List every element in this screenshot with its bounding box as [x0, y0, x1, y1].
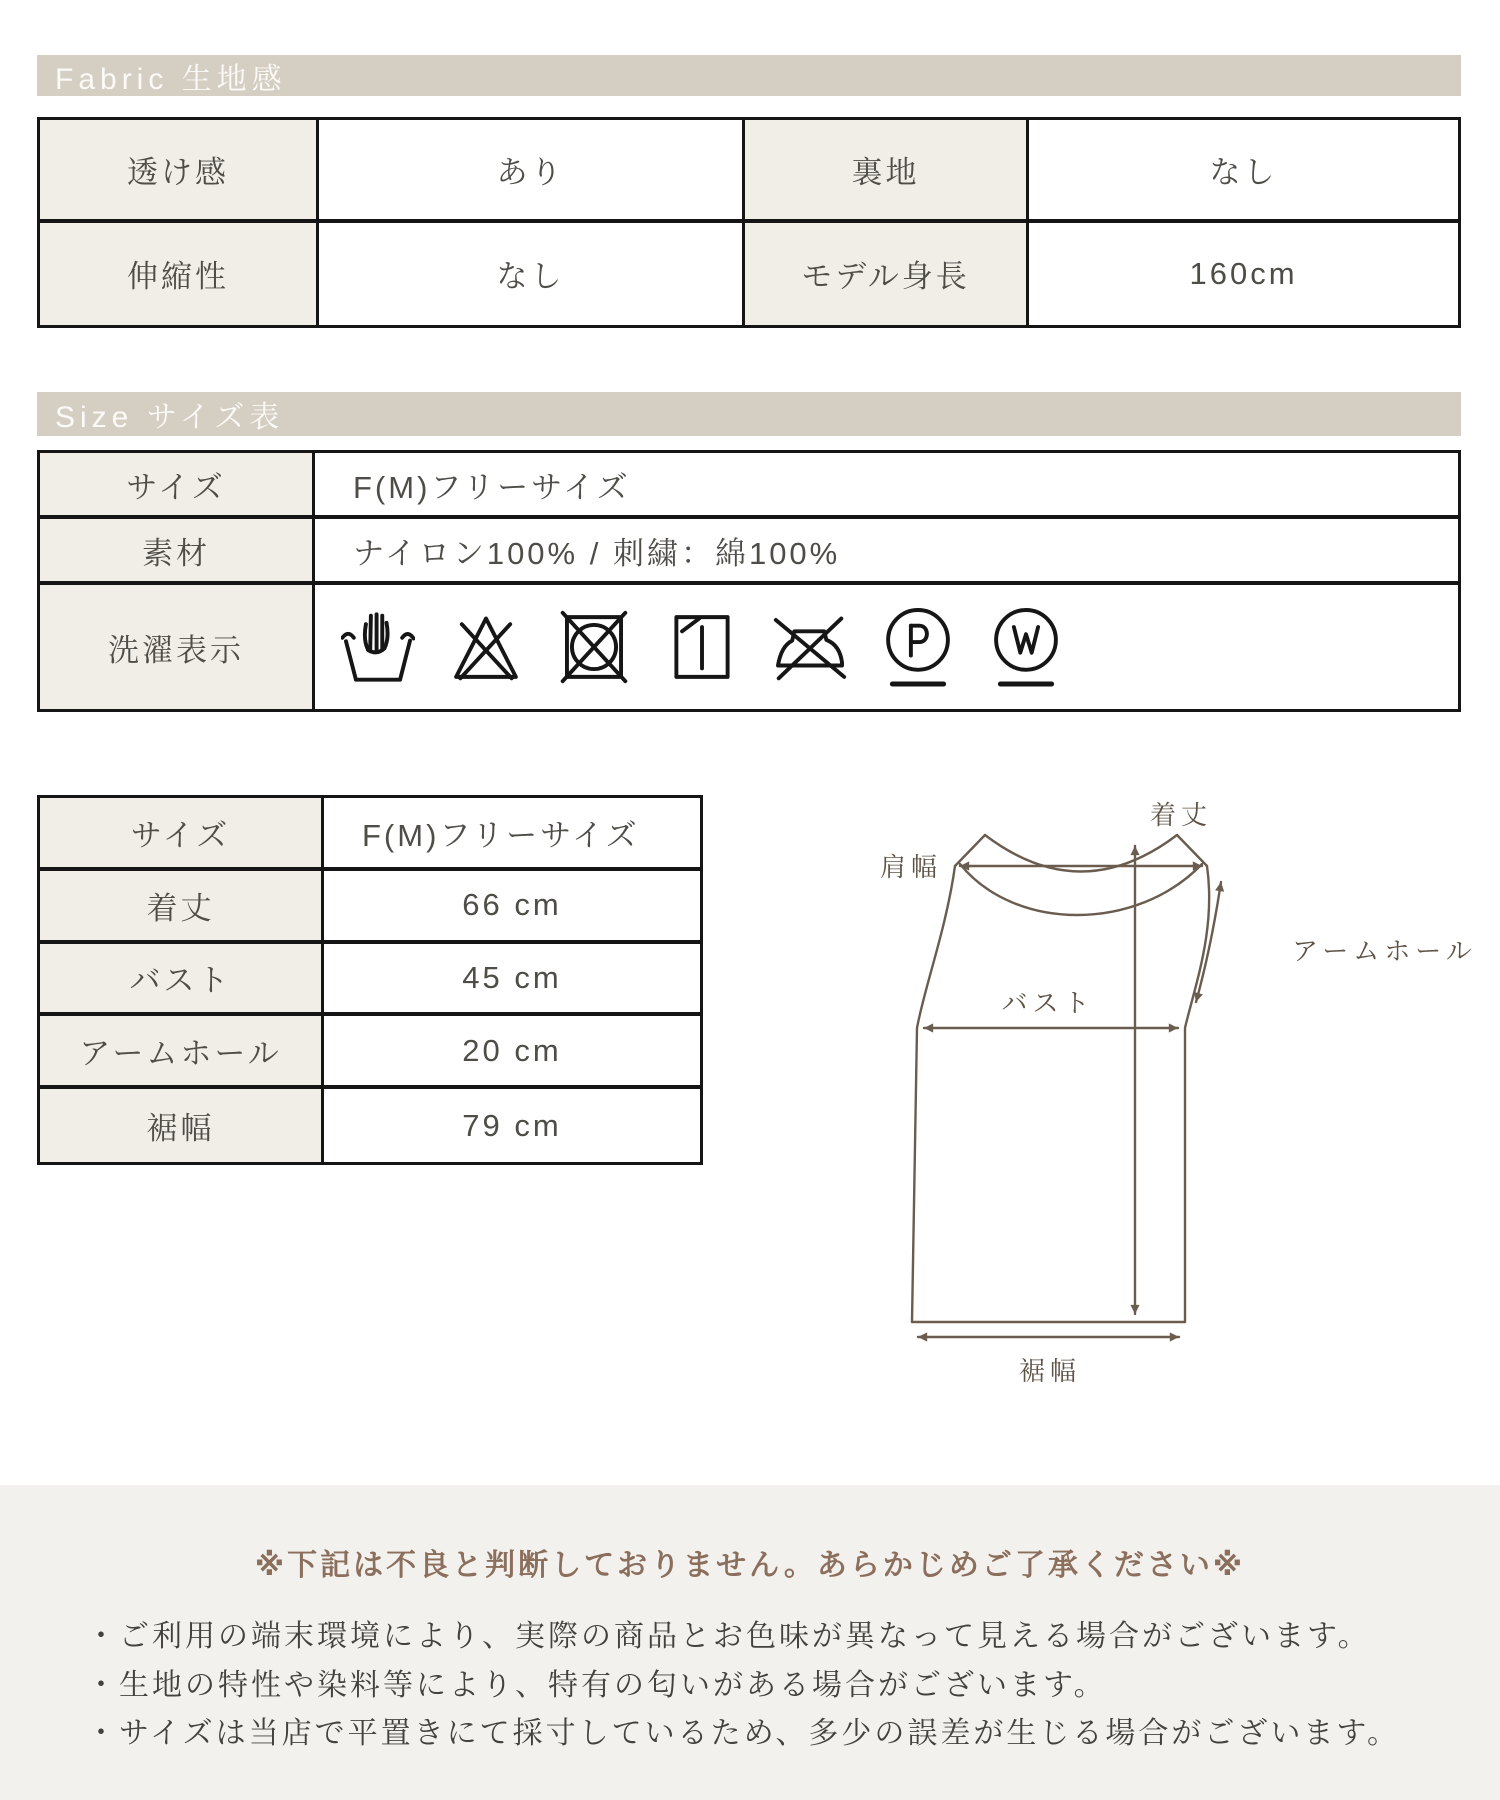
measure-row-label: アームホール [40, 1016, 324, 1089]
size-row-label: 素材 [40, 519, 315, 585]
disclaimer-item: ・サイズは当店で平置きにて採寸しているため、多少の誤差が生じる場合がございます。 [86, 1717, 1400, 1750]
fabric-row-value: 160cm [1029, 223, 1458, 326]
wet-clean-w-underline-icon [989, 604, 1063, 690]
disclaimer-section [0, 1485, 1500, 1800]
disclaimer-item: ・ご利用の端末環境により、実際の商品とお色味が異なって見える場合がございます。 [86, 1620, 1371, 1653]
measure-row-value: 66 cm [324, 871, 700, 944]
hand-wash-icon [341, 604, 415, 690]
fabric-row-value: なし [319, 223, 745, 326]
diagram-label-shoulder: 肩幅 [879, 852, 942, 882]
size-row-label: サイズ [40, 453, 315, 519]
diagram-label-bust: バスト [1001, 988, 1095, 1018]
diagram-label-length: 着丈 [1149, 800, 1213, 830]
fabric-row-label: モデル身長 [745, 223, 1029, 326]
fabric-section-title: Fabric 生地感 [55, 62, 287, 96]
do-not-bleach-icon [449, 604, 523, 690]
fabric-row-value: あり [319, 120, 745, 223]
measure-row-value: 20 cm [324, 1016, 700, 1089]
diagram-label-armhole: アームホール [1292, 936, 1477, 966]
fabric-table [37, 117, 1461, 328]
measure-row-label: バスト [40, 944, 324, 1017]
size-info-table [37, 450, 1461, 712]
fabric-row-label: 裏地 [745, 120, 1029, 223]
fabric-section-header [37, 55, 1461, 96]
size-row-value: ナイロン100% / 刺繍：綿100% [315, 519, 1458, 585]
dry-clean-p-underline-icon [881, 604, 955, 690]
garment-outline [912, 835, 1209, 1322]
diagram-label-hem: 裾幅 [1018, 1356, 1082, 1386]
measure-row-label: 裾幅 [40, 1089, 324, 1162]
care-symbols-row [315, 585, 1458, 709]
care-row-label: 洗濯表示 [40, 585, 315, 709]
size-section-header [37, 392, 1461, 436]
measure-row-label: 着丈 [40, 871, 324, 944]
size-row-value: F(M)フリーサイズ [315, 453, 1458, 519]
measurement-table [37, 795, 703, 1165]
measure-row-value: 79 cm [324, 1089, 700, 1162]
size-section-title: Size サイズ表 [55, 401, 285, 434]
do-not-tumble-dry-icon [557, 604, 631, 690]
measure-row-value: 45 cm [324, 944, 700, 1017]
disclaimer-item: ・生地の特性や染料等により、特有の匂いがある場合がございます。 [86, 1668, 1107, 1702]
do-not-iron-icon [773, 604, 847, 690]
fabric-row-label: 透け感 [40, 120, 319, 223]
fabric-row-label: 伸縮性 [40, 223, 319, 326]
drip-dry-in-shade-icon [665, 604, 739, 690]
disclaimer-heading: ※下記は不良と判断しておりません。あらかじめご了承ください※ [254, 1549, 1246, 1582]
fabric-row-value: なし [1029, 120, 1458, 223]
measure-row-label: サイズ [40, 798, 324, 871]
disclaimer-list [86, 1620, 1500, 1752]
measure-row-value: F(M)フリーサイズ [324, 798, 700, 871]
garment-diagram [840, 780, 1500, 1430]
